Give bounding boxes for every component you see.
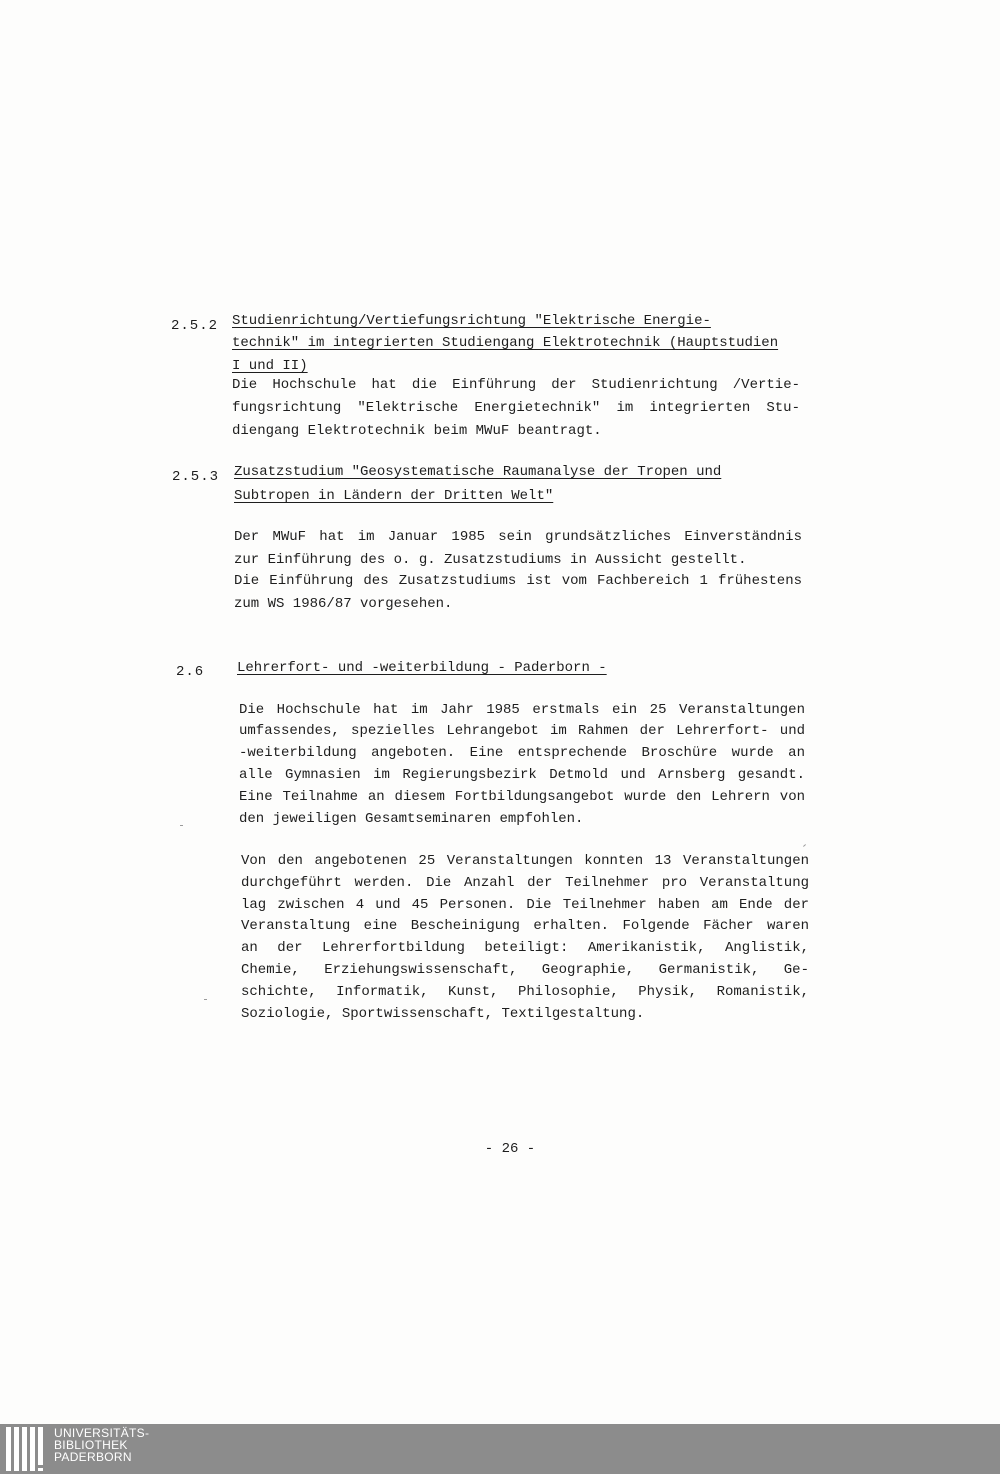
body-line: Der MWuF hat im Januar 1985 sein grundsätzliches Einverständnis xyxy=(234,529,802,545)
library-name-line: UNIVERSITÄTS- xyxy=(54,1426,150,1440)
body-line: -weiterbildung angeboten. Eine entsprechende Broschüre wurde an xyxy=(239,745,805,761)
body-line: Eine Teilnahme an diesem Fortbildungsangebot wurde den Lehrern von xyxy=(239,789,805,805)
page-number: - 26 - xyxy=(484,1141,536,1157)
section-heading-line: Studienrichtung/Vertiefungsrichtung "Elektrische Energie- xyxy=(232,313,711,329)
section-heading-line: Zusatzstudium "Geosystematische Raumanalyse der Tropen und xyxy=(234,464,722,480)
section-number-2-5-3: 2.5.3 xyxy=(172,469,220,485)
scan-speck xyxy=(803,844,806,847)
library-name-line: BIBLIOTHEK xyxy=(54,1438,128,1452)
body-line: Die Hochschule hat im Jahr 1985 erstmals ein 25 Veranstaltungen xyxy=(239,702,805,718)
body-line: Von den angebotenen 25 Veranstaltungen konnten 13 Veranstaltungen xyxy=(241,853,809,869)
section-number-2-6: 2.6 xyxy=(176,664,205,680)
body-line: zur Einführung des o. g. Zusatzstudiums in Aussicht gestellt. xyxy=(234,552,747,568)
body-line: zum WS 1986/87 vorgesehen. xyxy=(234,596,453,612)
section-number-2-5-2: 2.5.2 xyxy=(171,318,219,334)
body-line: Chemie, Erziehungswissenschaft, Geographie, Germanistik, Ge- xyxy=(241,962,809,978)
body-line: Soziologie, Sportwissenschaft, Textilgestaltung. xyxy=(241,1006,645,1022)
scan-speck xyxy=(204,999,207,1000)
body-line: fungsrichtung "Elektrische Energietechnik" im integrierten Stu- xyxy=(232,400,800,416)
section-heading-line: technik" im integrierten Studiengang Elektrotechnik (Hauptstudien xyxy=(232,335,779,351)
scan-speck xyxy=(180,825,183,826)
body-line: schichte, Informatik, Kunst, Philosophie, Physik, Romanistik, xyxy=(241,984,809,1000)
library-name xyxy=(54,1427,149,1463)
body-line: diengang Elektrotechnik beim MWuF beantragt. xyxy=(232,423,602,439)
library-name-line: PADERBORN xyxy=(54,1450,132,1464)
section-heading-line: Lehrerfort- und -weiterbildung - Paderborn - xyxy=(237,660,607,676)
body-line: umfassendes, spezielles Lehrangebot im Rahmen der Lehrerfort- und xyxy=(239,723,805,739)
body-line: durchgeführt werden. Die Anzahl der Teilnehmer pro Veranstaltung xyxy=(241,875,809,891)
section-heading-line: Subtropen in Ländern der Dritten Welt" xyxy=(234,488,554,504)
body-line: an der Lehrerfortbildung beteiligt: Amerikanistik, Anglistik, xyxy=(241,940,809,956)
body-line: Die Hochschule hat die Einführung der Studienrichtung /Vertie- xyxy=(232,377,800,393)
body-line: alle Gymnasien im Regierungsbezirk Detmold und Arnsberg gesandt. xyxy=(239,767,805,783)
section-heading-line: I und II) xyxy=(232,358,308,374)
library-footer xyxy=(0,1424,1000,1474)
body-line: lag zwischen 4 und 45 Personen. Die Teilnehmer haben am Ende der xyxy=(241,897,809,913)
body-line: Die Einführung des Zusatzstudiums ist vom Fachbereich 1 frühestens xyxy=(234,573,802,589)
body-line: den jeweiligen Gesamtseminaren empfohlen. xyxy=(239,811,584,827)
body-line: Veranstaltung eine Bescheinigung erhalten. Folgende Fächer waren xyxy=(241,918,809,934)
library-bars-logo-icon xyxy=(6,1427,48,1471)
